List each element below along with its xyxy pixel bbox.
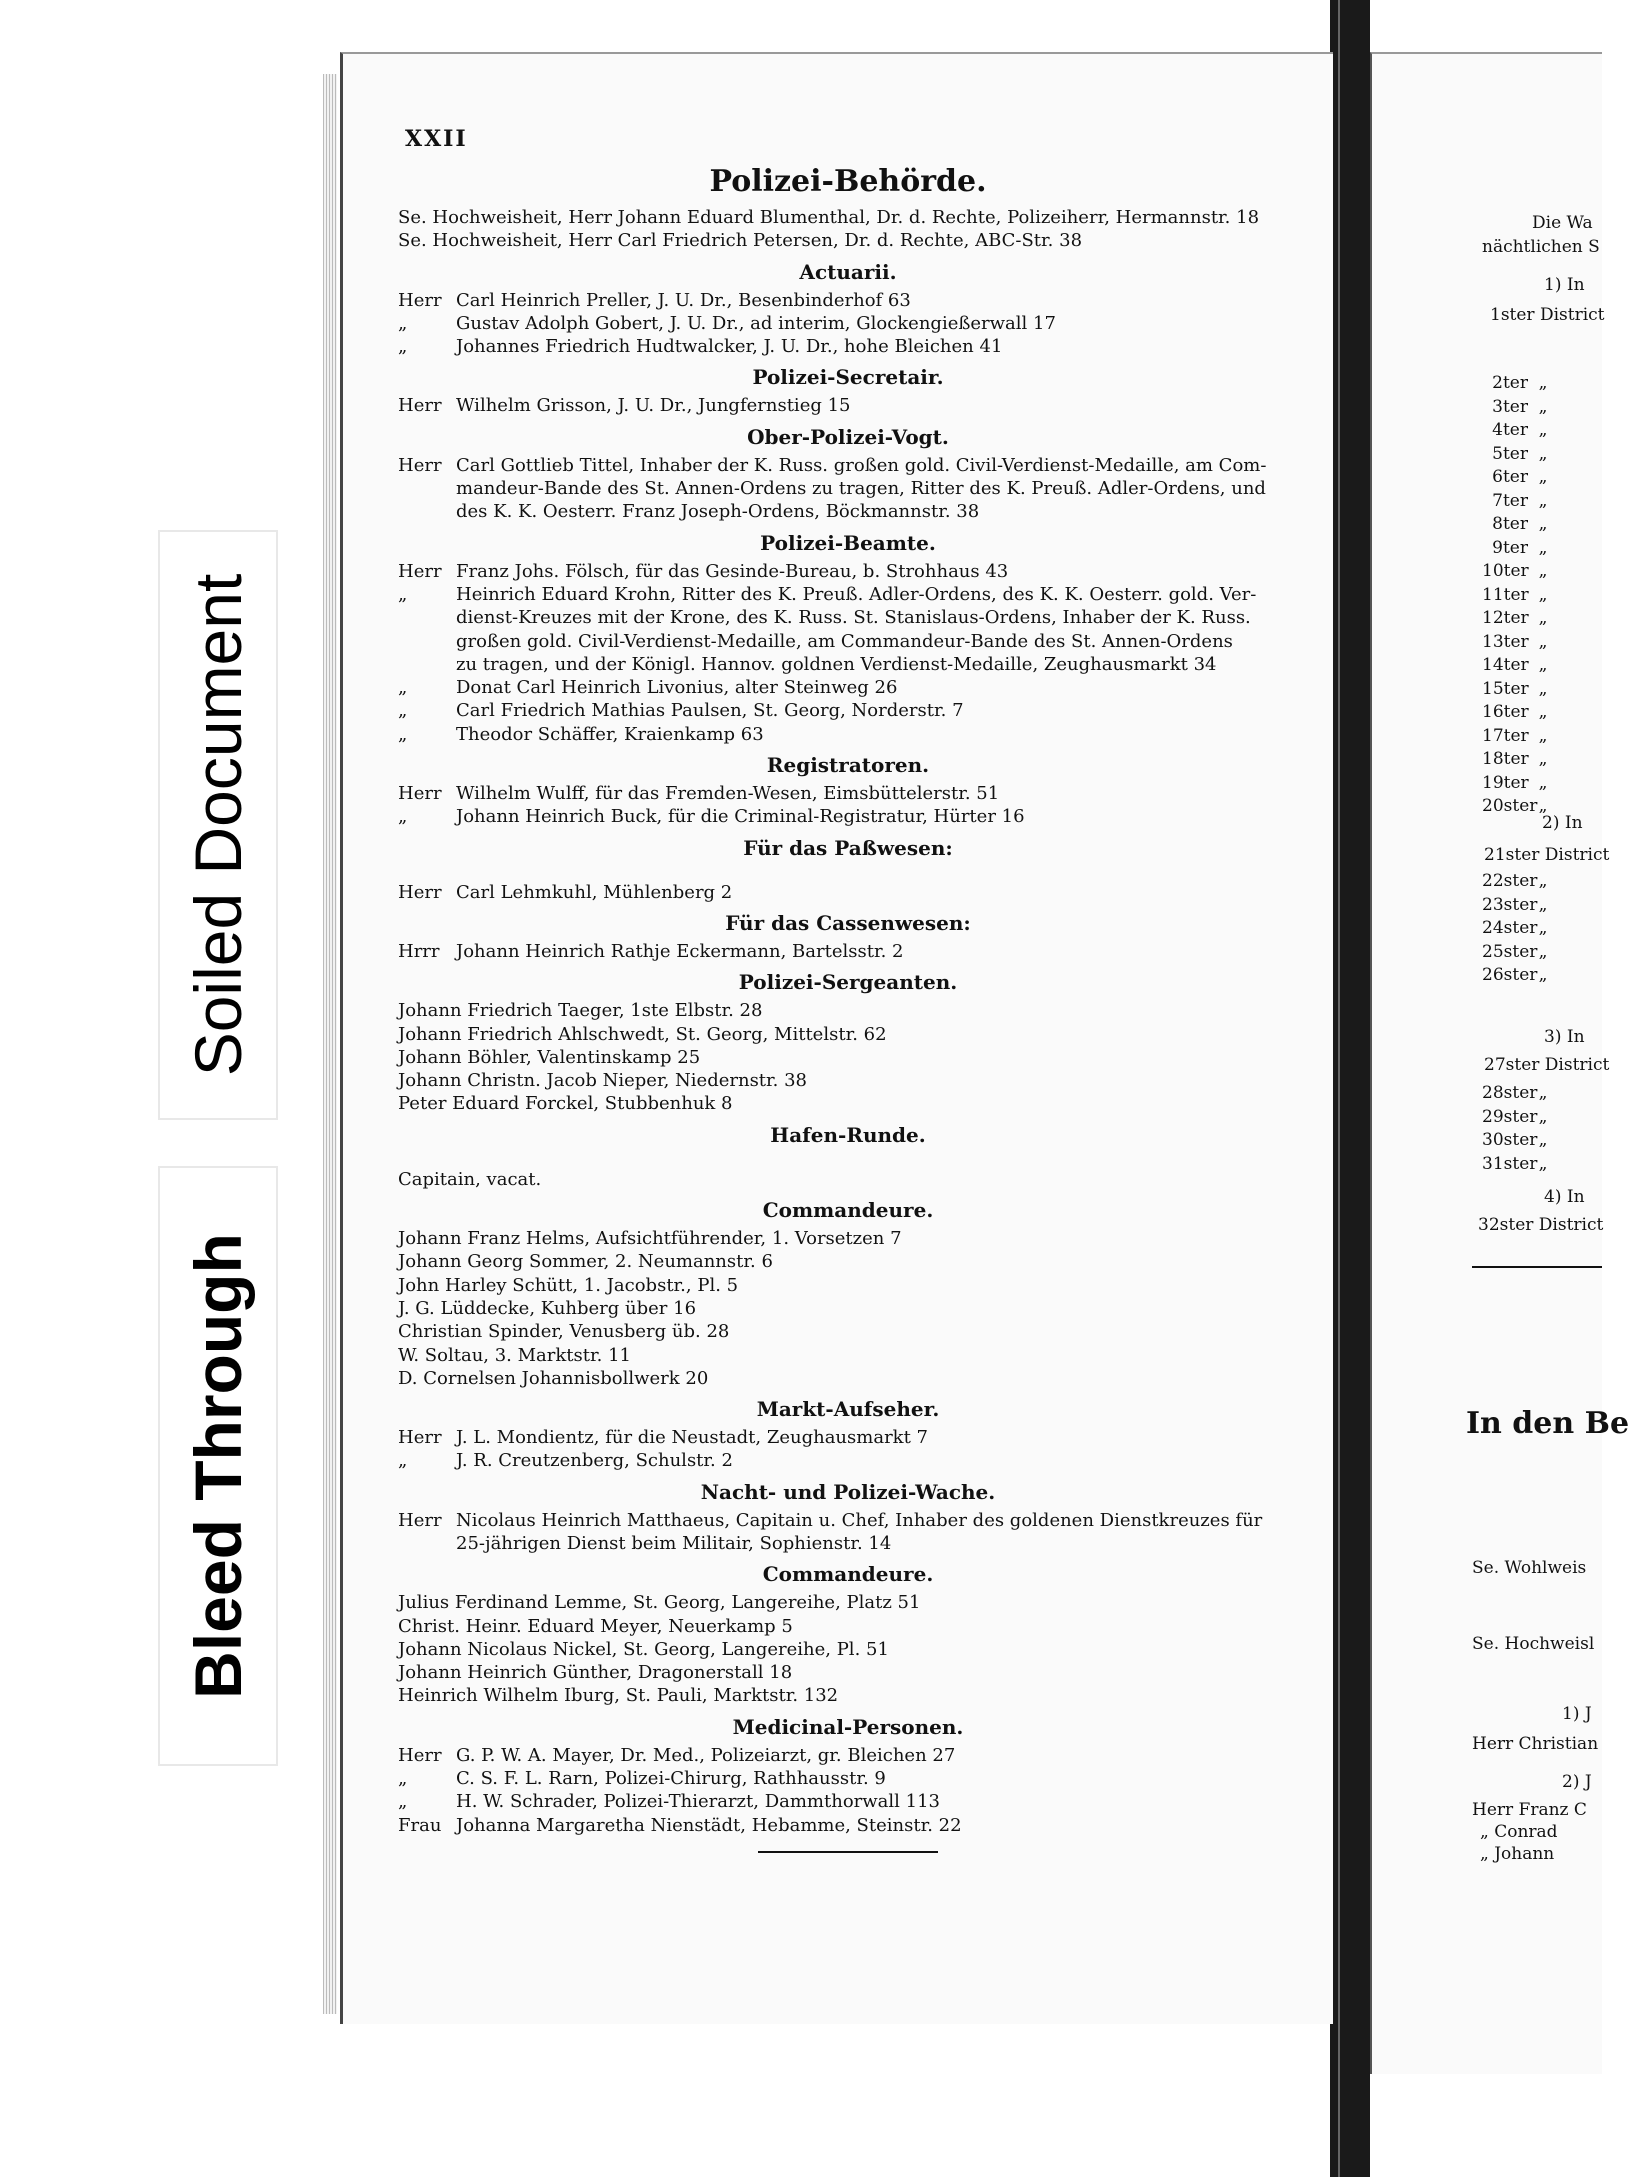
district-row: [1482, 678, 1558, 702]
section-heading-beamte: Polizei-Beamte.: [760, 530, 936, 555]
district-ordinal: 22ster: [1482, 871, 1538, 891]
soiled-document-label-text: Soiled Document: [181, 573, 255, 1077]
right-subheading: 3) In: [1544, 1027, 1585, 1047]
ditto-mark: „: [1538, 420, 1548, 440]
entry-line: Peter Eduard Forckel, Stubbenhuk 8: [398, 1093, 733, 1115]
entry-continuation: 25-jährigen Dienst beim Militair, Sophienstr. 14: [456, 1532, 892, 1554]
district-ordinal: 3ter: [1492, 396, 1528, 417]
entry-text: Johann Heinrich Rathje Eckermann, Bartelsstr. 2: [456, 940, 904, 962]
ditto-mark: „: [1538, 965, 1548, 985]
district-row: [1482, 560, 1558, 584]
entry-text: Johannes Friedrich Hudtwalcker, J. U. Dr., hohe Bleichen 41: [456, 336, 1003, 358]
district-ordinal: 14ter: [1482, 655, 1529, 675]
district-ordinal: 24ster: [1482, 918, 1538, 938]
right-page-rule: [1472, 1266, 1602, 1268]
district-row: [1482, 654, 1558, 678]
entry-prefix: Herr: [398, 1509, 442, 1531]
district-ordinal: 28ster: [1482, 1083, 1538, 1103]
district-row: [1482, 870, 1558, 894]
right-heading-line: nächtlichen S: [1482, 237, 1600, 257]
district-ordinal: 26ster: [1482, 965, 1538, 985]
ditto-mark: „: [1538, 678, 1548, 699]
district-ordinal: 2ter: [1492, 373, 1528, 393]
section-heading-medicinal: Medicinal-Personen.: [732, 1714, 964, 1739]
district-ordinal: 12ter: [1482, 608, 1529, 628]
entry-text: Wilhelm Grisson, J. U. Dr., Jungfernstieg 15: [456, 395, 851, 417]
entry-text: Carl Heinrich Preller, J. U. Dr., Besenbinderhof 63: [456, 289, 911, 311]
ditto-mark: „: [1538, 490, 1548, 511]
entry-line: Julius Ferdinand Lemme, St. Georg, Langereihe, Platz 51: [398, 1592, 921, 1614]
entry-line: Christ. Heinr. Eduard Meyer, Neuerkamp 5: [398, 1615, 793, 1637]
entry-text: Franz Johs. Fölsch, für das Gesinde-Bureau, b. Strohhaus 43: [456, 560, 1009, 582]
district-ordinal: 7ter: [1492, 490, 1528, 511]
district-row: [1482, 964, 1558, 988]
district-row: [1482, 607, 1558, 631]
district-row: [1482, 466, 1558, 490]
section-heading-hafenrunde: Hafen-Runde.: [770, 1122, 926, 1147]
entry-text: Carl Gottlieb Tittel, Inhaber der K. Russ. großen gold. Civil-Verdienst-Medaille, am Com-: [456, 454, 1267, 476]
ditto-mark: „: [1538, 631, 1548, 652]
entry-line: Capitain, vacat.: [398, 1168, 542, 1190]
district-ordinal: 16ter: [1482, 702, 1529, 722]
soiled-document-label: [158, 530, 278, 1120]
ditto-mark: „: [1538, 373, 1548, 393]
entry-line: Heinrich Wilhelm Iburg, St. Pauli, Marktstr. 132: [398, 1685, 839, 1707]
right-entry: Herr Franz C: [1472, 1800, 1587, 1820]
section-heading-nachtwache: Nacht- und Polizei-Wache.: [700, 1479, 996, 1504]
entry-line: D. Cornelsen Johannisbollwerk 20: [398, 1367, 709, 1389]
right-page: [1370, 52, 1629, 2074]
district-ordinal: 25ster: [1482, 941, 1538, 962]
entry-line: Johann Franz Helms, Aufsichtführender, 1. Vorsetzen 7: [398, 1228, 902, 1250]
section-heading-cassenwesen: Für das Cassenwesen:: [725, 910, 971, 935]
entry-text: Nicolaus Heinrich Matthaeus, Capitain u. Chef, Inhaber des goldenen Dienstkreuzes für: [456, 1509, 1263, 1531]
right-subheading: 4) In: [1544, 1187, 1585, 1207]
right-entry: Se. Hochweisl: [1472, 1634, 1595, 1654]
entry-prefix: „: [398, 336, 408, 358]
right-heading-line: Die Wa: [1532, 213, 1593, 233]
section-heading-actuarii: Actuarii.: [799, 259, 897, 284]
ditto-mark: „: [1538, 584, 1548, 605]
ditto-mark: „: [1538, 796, 1548, 816]
ditto-mark: „: [1538, 749, 1548, 769]
entry-prefix: Herr: [398, 881, 442, 903]
ditto-mark: „: [1538, 655, 1548, 675]
section-heading-commandeure: Commandeure.: [762, 1562, 934, 1587]
district-ordinal: 23ster: [1482, 894, 1538, 915]
entry-text: Johanna Margaretha Nienstädt, Hebamme, Steinstr. 22: [456, 1814, 962, 1836]
district-row: [1482, 748, 1558, 772]
right-entry: „ Conrad: [1480, 1822, 1558, 1842]
ditto-mark: „: [1538, 1083, 1548, 1103]
page-content: [398, 162, 1298, 1853]
section-heading-passwesen: Für das Paßwesen:: [743, 835, 953, 860]
district-row: [1482, 1082, 1558, 1106]
right-entry: Se. Wohlweis: [1472, 1558, 1587, 1578]
district-ordinal: 18ter: [1482, 749, 1529, 769]
ditto-mark: „: [1538, 561, 1548, 581]
book-gutter: [1330, 0, 1370, 2177]
district-ordinal: 31ster: [1482, 1153, 1538, 1174]
entry-line: Johann Böhler, Valentinskamp 25: [398, 1046, 701, 1068]
entry-text: C. S. F. L. Rarn, Polizei-Chirurg, Rathhausstr. 9: [456, 1768, 886, 1790]
district-row: [1482, 537, 1558, 561]
district-row: [1482, 941, 1558, 965]
district-row: [1482, 631, 1558, 655]
page-title: Polizei-Behörde.: [709, 164, 987, 199]
entry-text: J. L. Mondientz, für die Neustadt, Zeughausmarkt 7: [456, 1427, 928, 1449]
district-row: [1482, 513, 1558, 537]
entry-prefix: Herr: [398, 1427, 442, 1449]
intro-line: Se. Hochweisheit, Herr Carl Friedrich Petersen, Dr. d. Rechte, ABC-Str. 38: [398, 230, 1083, 252]
entry-line: Johann Friedrich Ahlschwedt, St. Georg, Mittelstr. 62: [398, 1023, 887, 1045]
district-row: [1482, 396, 1558, 420]
ditto-mark: „: [1538, 871, 1548, 891]
section-heading-commandeure: Commandeure.: [762, 1198, 934, 1223]
ditto-mark: „: [1538, 467, 1548, 487]
entry-line: Johann Christn. Jacob Nieper, Niedernstr. 38: [398, 1070, 808, 1092]
entry-prefix: Herr: [398, 560, 442, 582]
district-row: [1482, 917, 1558, 941]
ditto-mark: „: [1538, 443, 1548, 464]
right-subheading: 1) J: [1562, 1704, 1592, 1724]
entry-prefix: „: [398, 583, 408, 605]
district-first: 27ster District: [1484, 1055, 1610, 1075]
entry-continuation: des K. K. Oesterr. Franz Joseph-Ordens, Böckmannstr. 38: [456, 501, 980, 523]
page-edge-line: [1338, 0, 1340, 2177]
bleed-through-label-text: Bleed Through: [181, 1233, 255, 1699]
bleed-through-label: [158, 1166, 278, 1766]
district-row: [1482, 894, 1558, 918]
district-list: [1482, 372, 1558, 819]
district-ordinal: 6ter: [1492, 467, 1528, 487]
entry-continuation: großen gold. Civil-Verdienst-Medaille, am Commandeur-Bande des St. Annen-Ordens: [456, 630, 1233, 652]
entry-text: Heinrich Eduard Krohn, Ritter des K. Preuß. Adler-Ordens, des K. K. Oesterr. gold. Ver-: [456, 583, 1257, 605]
entry-line: Johann Friedrich Taeger, 1ste Elbstr. 28: [398, 1000, 763, 1022]
entry-prefix: „: [398, 723, 408, 745]
entry-line: John Harley Schütt, 1. Jacobstr., Pl. 5: [398, 1274, 739, 1296]
entry-text: Carl Lehmkuhl, Mühlenberg 2: [456, 881, 733, 903]
district-first: 32ster District: [1478, 1215, 1604, 1235]
district-row: [1482, 372, 1558, 396]
ditto-mark: „: [1538, 1130, 1548, 1150]
closing-rule: [758, 1851, 938, 1853]
entry-line: Christian Spinder, Venusberg üb. 28: [398, 1321, 730, 1343]
ditto-mark: „: [1538, 537, 1548, 558]
right-subheading: 2) In: [1542, 813, 1583, 833]
district-row: [1482, 584, 1558, 608]
district-row: [1482, 701, 1558, 725]
ditto-mark: „: [1538, 725, 1548, 746]
entry-prefix: Hrrr: [398, 940, 440, 962]
district-ordinal: 20ster: [1482, 796, 1538, 816]
right-entry: Herr Christian: [1472, 1734, 1599, 1754]
district-ordinal: 11ter: [1482, 584, 1529, 605]
section-heading-obervogt: Ober-Polizei-Vogt.: [747, 424, 949, 449]
entry-prefix: „: [398, 700, 408, 722]
district-ordinal: 8ter: [1492, 514, 1528, 534]
right-subheading: 2) J: [1562, 1772, 1592, 1792]
district-list: [1482, 1082, 1558, 1176]
entry-continuation: mandeur-Bande des St. Annen-Ordens zu tragen, Ritter des K. Preuß. Adler-Ordens, und: [456, 478, 1266, 500]
entry-prefix: „: [398, 1791, 408, 1813]
entry-text: Gustav Adolph Gobert, J. U. Dr., ad interim, Glockengießerwall 17: [456, 312, 1056, 334]
entry-continuation: dienst-Kreuzes mit der Krone, des K. Russ. St. Stanislaus-Ordens, Inhaber der K. Russ.: [456, 607, 1251, 629]
ditto-mark: „: [1538, 941, 1548, 962]
district-list: [1482, 870, 1558, 988]
section-heading-marktaufseher: Markt-Aufseher.: [756, 1397, 940, 1422]
right-entry: „ Johann: [1480, 1844, 1555, 1864]
section-heading-registratoren: Registratoren.: [766, 753, 930, 778]
ditto-mark: „: [1538, 1153, 1548, 1174]
entry-text: Johann Heinrich Buck, für die Criminal-Registratur, Hürter 16: [456, 806, 1025, 828]
right-section-heading: In den Be: [1466, 1406, 1629, 1441]
district-first: 1ster District: [1490, 305, 1605, 325]
entry-prefix: „: [398, 677, 408, 699]
district-ordinal: 29ster: [1482, 1106, 1538, 1127]
right-subheading: 1) In: [1544, 275, 1585, 295]
ditto-mark: „: [1538, 894, 1548, 915]
district-first: 21ster District: [1484, 845, 1610, 865]
district-ordinal: 5ter: [1492, 443, 1528, 464]
entry-prefix: Herr: [398, 1744, 442, 1766]
district-ordinal: 15ter: [1482, 678, 1529, 699]
entry-line: W. Soltau, 3. Marktstr. 11: [398, 1344, 631, 1366]
entry-prefix: Herr: [398, 783, 442, 805]
entry-text: Theodor Schäffer, Kraienkamp 63: [456, 723, 764, 745]
district-row: [1482, 490, 1558, 514]
entry-line: Johann Georg Sommer, 2. Neumannstr. 6: [398, 1251, 773, 1273]
ditto-mark: „: [1538, 918, 1548, 938]
ditto-mark: „: [1538, 608, 1548, 628]
entry-text: G. P. W. A. Mayer, Dr. Med., Polizeiarzt, gr. Bleichen 27: [456, 1744, 956, 1766]
district-ordinal: 13ter: [1482, 631, 1529, 652]
district-ordinal: 4ter: [1492, 420, 1528, 440]
district-row: [1482, 419, 1558, 443]
entry-text: Wilhelm Wulff, für das Fremden-Wesen, Eimsbüttelerstr. 51: [456, 783, 1000, 805]
district-ordinal: 19ter: [1482, 772, 1529, 793]
section-heading-secretair: Polizei-Secretair.: [752, 365, 944, 390]
section-heading-sergeanten: Polizei-Sergeanten.: [738, 970, 958, 995]
district-row: [1482, 1153, 1558, 1177]
district-ordinal: 17ter: [1482, 725, 1529, 746]
page-number: XXII: [405, 126, 468, 152]
entry-line: J. G. Lüddecke, Kuhberg über 16: [398, 1297, 697, 1319]
entry-continuation: zu tragen, und der Königl. Hannov. goldnen Verdienst-Medaille, Zeughausmarkt 34: [456, 653, 1217, 675]
entry-line: Johann Heinrich Günther, Dragonerstall 18: [398, 1662, 793, 1684]
district-row: [1482, 772, 1558, 796]
district-ordinal: 9ter: [1492, 537, 1528, 558]
ditto-mark: „: [1538, 772, 1548, 793]
entry-prefix: Frau: [398, 1814, 442, 1836]
ditto-mark: „: [1538, 396, 1548, 417]
district-ordinal: 10ter: [1482, 561, 1529, 581]
ditto-mark: „: [1538, 514, 1548, 534]
ditto-mark: „: [1538, 702, 1548, 722]
entry-text: H. W. Schrader, Polizei-Thierarzt, Dammthorwall 113: [456, 1791, 940, 1813]
entry-prefix: „: [398, 312, 408, 334]
entry-text: J. R. Creutzenberg, Schulstr. 2: [456, 1450, 733, 1472]
entry-prefix: Herr: [398, 454, 442, 476]
left-page: [340, 52, 1333, 2024]
entry-line: Johann Nicolaus Nickel, St. Georg, Langereihe, Pl. 51: [398, 1638, 889, 1660]
district-row: [1482, 443, 1558, 467]
entry-prefix: Herr: [398, 395, 442, 417]
entry-prefix: „: [398, 806, 408, 828]
intro-line: Se. Hochweisheit, Herr Johann Eduard Blumenthal, Dr. d. Rechte, Polizeiherr, Hermannstr. 18: [398, 207, 1260, 228]
district-ordinal: 30ster: [1482, 1130, 1538, 1150]
district-row: [1482, 1106, 1558, 1130]
ditto-mark: „: [1538, 1106, 1548, 1127]
district-row: [1482, 1129, 1558, 1153]
entry-prefix: Herr: [398, 289, 442, 311]
district-row: [1482, 725, 1558, 749]
entry-prefix: „: [398, 1450, 408, 1472]
entry-text: Carl Friedrich Mathias Paulsen, St. Georg, Norderstr. 7: [456, 700, 964, 722]
entry-prefix: „: [398, 1768, 408, 1790]
entry-text: Donat Carl Heinrich Livonius, alter Steinweg 26: [456, 677, 898, 699]
